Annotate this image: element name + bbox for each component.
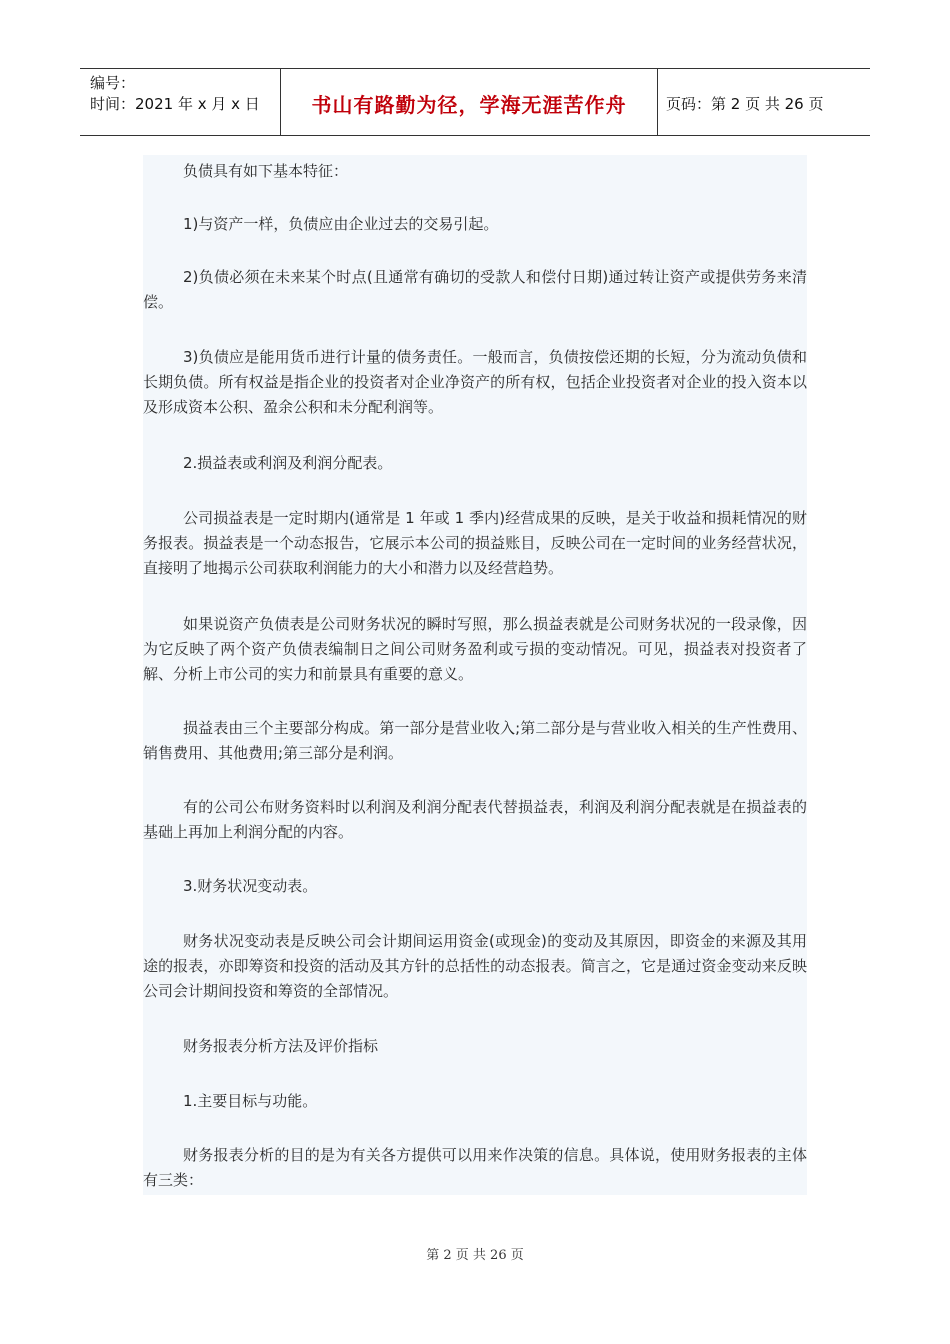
- page-header: [80, 68, 870, 136]
- page-footer: 第 2 页 共 26 页: [426, 1248, 524, 1263]
- header-meta: [80, 69, 281, 135]
- section-heading: 财务报表分析方法及评价指标: [183, 1037, 379, 1055]
- document-body: [143, 155, 807, 1195]
- header-page-info: 页码：第 2 页 共 26 页: [666, 94, 824, 113]
- section-heading: 3.财务状况变动表。: [183, 877, 318, 895]
- paragraph: 3)负债应是能用货币进行计量的债务责任。一般而言，负债按偿还期的长短，分为流动负债和长期负债。所有权益是指企业的投资者对企业净资产的所有权，包括企业投资者对企业的投入资本以及形成资本公积、盈余公积和未分配利润等。: [143, 348, 807, 416]
- paragraph: 财务状况变动表是反映公司会计期间运用资金(或现金)的变动及其原因，即资金的来源及其用途的报表，亦即筹资和投资的活动及其方针的总括性的动态报表。简言之，它是通过资金变动来反映公司会计期间投资和筹资的全部情况。: [143, 932, 807, 1000]
- paragraph: 负债具有如下基本特征：: [183, 162, 349, 180]
- paragraph: 损益表由三个主要部分构成。第一部分是营业收入;第二部分是与营业收入相关的生产性费用、销售费用、其他费用;第三部分是利润。: [143, 719, 807, 762]
- paragraph: 财务报表分析的目的是为有关各方提供可以用来作决策的信息。具体说，使用财务报表的主体有三类：: [143, 1146, 807, 1189]
- section-heading: 1.主要目标与功能。: [183, 1092, 318, 1110]
- paragraph: 1)与资产一样，负债应由企业过去的交易引起。: [183, 215, 499, 233]
- document-time-label: 时间：2021 年 x 月 x 日: [90, 95, 260, 113]
- paragraph: 有的公司公布财务资料时以利润及利润分配表代替损益表，利润及利润分配表就是在损益表的基础上再加上利润分配的内容。: [143, 798, 807, 841]
- document-number-label: 编号：: [90, 74, 136, 92]
- paragraph: 2)负债必须在未来某个时点(且通常有确切的受款人和偿付日期)通过转让资产或提供劳务来清偿。: [143, 268, 807, 311]
- paragraph: 如果说资产负债表是公司财务状况的瞬时写照，那么损益表就是公司财务状况的一段录像，因为它反映了两个资产负债表编制日之间公司财务盈利或亏损的变动情况。可见，损益表对投资者了解、分析上市公司的实力和前景具有重要的意义。: [143, 615, 807, 683]
- header-motto: 书山有路勤为径，学海无涯苦作舟: [281, 69, 658, 135]
- paragraph: 公司损益表是一定时期内(通常是 1 年或 1 季内)经营成果的反映，是关于收益和损耗情况的财务报表。损益表是一个动态报告，它展示本公司的损益账目，反映公司在一定时间的业务经营状况，直接明了地揭示公司获取利润能力的大小和潜力以及经营趋势。: [143, 509, 807, 577]
- section-heading: 2.损益表或利润及利润分配表。: [183, 454, 393, 472]
